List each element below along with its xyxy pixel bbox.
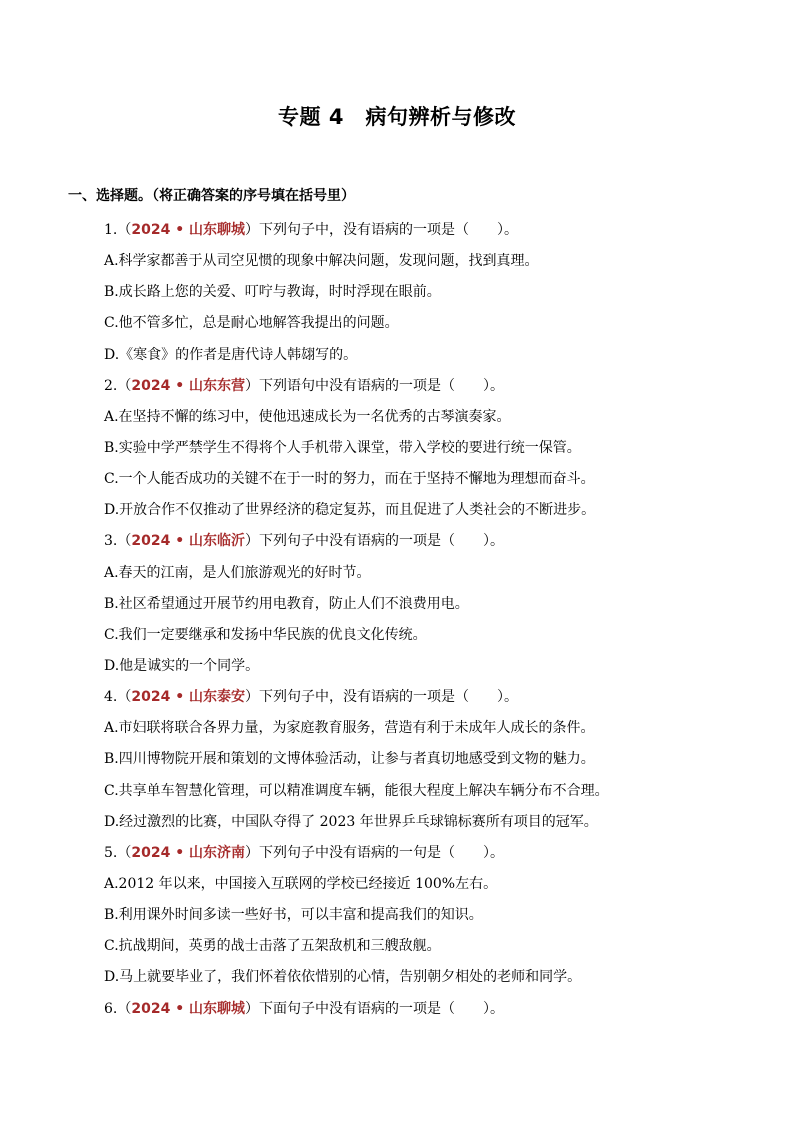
question-2-stem: 2.（2024 • 山东东营）下列语句中没有语病的一项是（ ）。 — [104, 377, 505, 394]
question-source: 2024 • 山东泰安 — [131, 689, 246, 706]
question-1-option-d: D.《寒食》的作者是唐代诗人韩翃写的。 — [104, 346, 358, 363]
question-5-option-c: C.抗战期间，英勇的战士击落了五架敌机和三艘敌舰。 — [104, 938, 441, 955]
page-title: 专题 4 病句辨析与修改 — [278, 105, 516, 129]
question-number: 2. — [104, 377, 118, 394]
question-1-option-a: A.科学家都善于从司空见惯的现象中解决问题，发现问题，找到真理。 — [104, 253, 539, 270]
question-4-option-b: B.四川博物院开展和策划的文博体验活动，让参与者真切地感受到文物的魅力。 — [104, 751, 595, 768]
question-3-option-c: C.我们一定要继承和发扬中华民族的优良文化传统。 — [104, 626, 427, 643]
question-2-option-c: C.一个人能否成功的关键不在于一时的努力，而在于坚持不懈地为理想而奋斗。 — [104, 471, 595, 488]
question-2-option-b: B.实验中学严禁学生不得将个人手机带入课堂，带入学校的要进行统一保管。 — [104, 439, 581, 456]
question-3-option-d: D.他是诚实的一个同学。 — [104, 657, 260, 674]
question-4-option-c: C.共享单车智慧化管理，可以精准调度车辆，能很大程度上解决车辆分布不合理。 — [104, 782, 609, 799]
question-number: 3. — [104, 533, 118, 550]
question-5-option-a: A.2012 年以来，中国接入互联网的学校已经接近 100%左右。 — [104, 875, 498, 892]
question-1-stem: 1.（2024 • 山东聊城）下列句子中，没有语病的一项是（ ）。 — [104, 222, 519, 238]
question-2-option-a: A.在坚持不懈的练习中，使他迅速成长为一名优秀的古琴演奏家。 — [104, 408, 511, 425]
question-text: 下面句子中没有语病的一项是（ ）。 — [259, 1000, 505, 1017]
question-source: 2024 • 山东临沂 — [131, 533, 246, 550]
question-6-stem: 6.（2024 • 山东聊城）下面句子中没有语病的一项是（ ）。 — [104, 1000, 505, 1017]
question-list — [104, 215, 744, 1025]
question-text: 下列句子中，没有语病的一项是（ ）。 — [259, 689, 519, 706]
question-4-option-a: A.市妇联将联合各界力量，为家庭教育服务，营造有利于未成年人成长的条件。 — [104, 720, 595, 737]
question-text: 下列语句中没有语病的一项是（ ）。 — [259, 377, 505, 394]
question-5-stem: 5.（2024 • 山东济南）下列句子中没有语病的一句是（ ）。 — [104, 844, 505, 861]
question-number: 5. — [104, 844, 118, 861]
question-4-option-d: D.经过激烈的比赛，中国队夺得了 2023 年世界乒乓球锦标赛所有项目的冠军。 — [104, 813, 598, 830]
section-heading: 一、选择题。（将正确答案的序号填在括号里） — [68, 188, 355, 204]
question-source: 2024 • 山东聊城 — [131, 222, 246, 238]
question-3-option-b: B.社区希望通过开展节约用电教育，防止人们不浪费用电。 — [104, 595, 469, 612]
question-5-option-b: B.利用课外时间多读一些好书，可以丰富和提高我们的知识。 — [104, 907, 483, 924]
question-text: 下列句子中，没有语病的一项是（ ）。 — [259, 222, 519, 238]
question-text: 下列句子中没有语病的一项是（ ）。 — [259, 533, 505, 550]
question-source: 2024 • 山东聊城 — [131, 1000, 246, 1017]
question-number: 6. — [104, 1000, 118, 1017]
question-3-option-a: A.春天的江南，是人们旅游观光的好时节。 — [104, 564, 371, 581]
question-text: 下列句子中没有语病的一句是（ ）。 — [259, 844, 505, 861]
question-3-stem: 3.（2024 • 山东临沂）下列句子中没有语病的一项是（ ）。 — [104, 533, 505, 550]
question-source: 2024 • 山东东营 — [131, 377, 246, 394]
question-source: 2024 • 山东济南 — [131, 844, 246, 861]
question-4-stem: 4.（2024 • 山东泰安）下列句子中，没有语病的一项是（ ）。 — [104, 689, 519, 706]
question-1-option-c: C.他不管多忙，总是耐心地解答我提出的问题。 — [104, 315, 399, 332]
question-number: 1. — [104, 222, 118, 238]
question-1-option-b: B.成长路上您的关爱、叮咛与教诲，时时浮现在眼前。 — [104, 284, 441, 301]
question-number: 4. — [104, 689, 118, 706]
question-5-option-d: D.马上就要毕业了，我们怀着依依惜别的心情，告别朝夕相处的老师和同学。 — [104, 969, 582, 986]
question-2-option-d: D.开放合作不仅推动了世界经济的稳定复苏，而且促进了人类社会的不断进步。 — [104, 502, 596, 519]
